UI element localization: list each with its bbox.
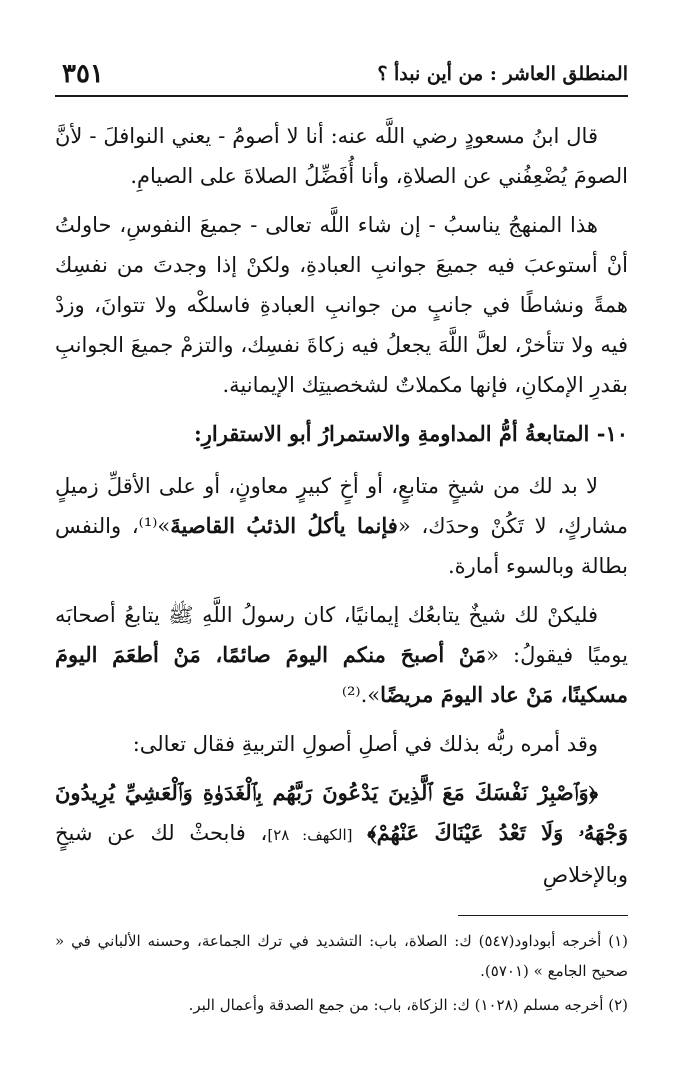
paragraph-ayah-tail: ، فابحثْ لك عن شيخٍ وبالإخلاصِ [55, 821, 628, 887]
hadith-quote-daily: مَنْ أصبحَ منكم اليومَ صائمًا، مَنْ أطعَمَ اليومَ مسكينًا، مَنْ عاد اليومَ مريضًا [55, 642, 628, 707]
page-header [62, 54, 628, 94]
paragraph-ibn-masud: قال ابنُ مسعودٍ رضي اللَّه عنه: أنا لا أصومُ - يعني النوافلَ - لأنَّ الصومَ يُضْعِفُني عن الصلاةِ، وأنا أُفَضِّلُ الصلاةَ على الصيامِ. [55, 124, 628, 188]
paragraph-sheikh [55, 595, 628, 715]
verse-reference: [الكهف: ٢٨] [267, 826, 353, 844]
paragraph-method: هذا المنهجُ يناسبُ - إن شاء اللَّه تعالى - جميعَ النفوسِ، حاولتُ أنْ أستوعبَ فيه جميعَ جوانبِ العبادةِ، ولكنْ إذا وجدتَ من نفسِك همةً ونشاطًا في جانبٍ من جوانبِ العبادةِ فاسلكْه ولا تتوانَ، وزدْ فيه ولا تتأخرْ، لعلَّ اللَّهَ يجعلُ فيه زكاةَ نفسِك، والتزمْ جميعَ الجوانبِ بقدرِ الإمكانِ، فإنها مكملاتٌ لشخصيتِك الإيمانية. [55, 213, 628, 397]
footnote-separator [458, 915, 628, 916]
hadith-quote-wolf: فإنما يأكلُ الذئبُ القاصيةَ [170, 513, 398, 538]
paragraph-ayah [55, 773, 628, 895]
footnotes [55, 926, 628, 1024]
footnote-2: (٢) أخرجه مسلم (١٠٢٨) ك: الزكاة، باب: من جمع الصدقة وأعمال البر. [188, 996, 628, 1014]
paragraph-command: وقد أمره ربُّه بذلك في أصلِ أصولِ التربيةِ فقال تعالى: [132, 732, 598, 756]
paragraph-follow-up-tail: »⁽¹⁾، والنفس بطالة وبالسوء أمارة. [55, 514, 628, 578]
header-rule [55, 95, 628, 97]
paragraph-sheikh-text: فليكنْ لك شيخٌ يتابعُك إيمانيًا، كان رسولُ اللَّهِ ﷺ يتابعُ أصحابَه يوميًا فيقولُ: « [55, 603, 628, 667]
paragraph-sheikh-tail: ».⁽²⁾ [341, 683, 381, 707]
running-title: المنطلق العاشر : من أين نبدأ ؟ [377, 63, 628, 85]
page-number: ٣٥١ [62, 59, 104, 89]
main-text [55, 116, 628, 904]
paragraph-follow-up-text: لا بد لك من شيخٍ متابعٍ، أو أخٍ كبيرٍ معاونٍ، أو على الأقلِّ زميلٍ مشاركٍ، لا تَكُنْ وحدَك، « [55, 474, 628, 538]
section-heading: ١٠- المتابعةُ أمُّ المداومةِ والاستمرارُ أبو الاستقرارِ: [193, 421, 628, 446]
paragraph-follow-up [55, 466, 628, 586]
footnote-1: (١) أخرجه أبوداود(٥٤٧) ك: الصلاة، باب: التشديد في ترك الجماعة، وحسنه الألباني في « صحيح الجامع » (٥٧٠١). [55, 932, 629, 980]
quran-verse: ﴿وَٱصْبِرْ نَفْسَكَ مَعَ ٱلَّذِينَ يَدْعُونَ رَبَّهُم بِٱلْغَدَوٰةِ وَٱلْعَشِيِّ يُرِيدُونَ وَجْهَهُۥ وَلَا تَعْدُ عَيْنَاكَ عَنْهُمْ﴾ [55, 780, 628, 845]
